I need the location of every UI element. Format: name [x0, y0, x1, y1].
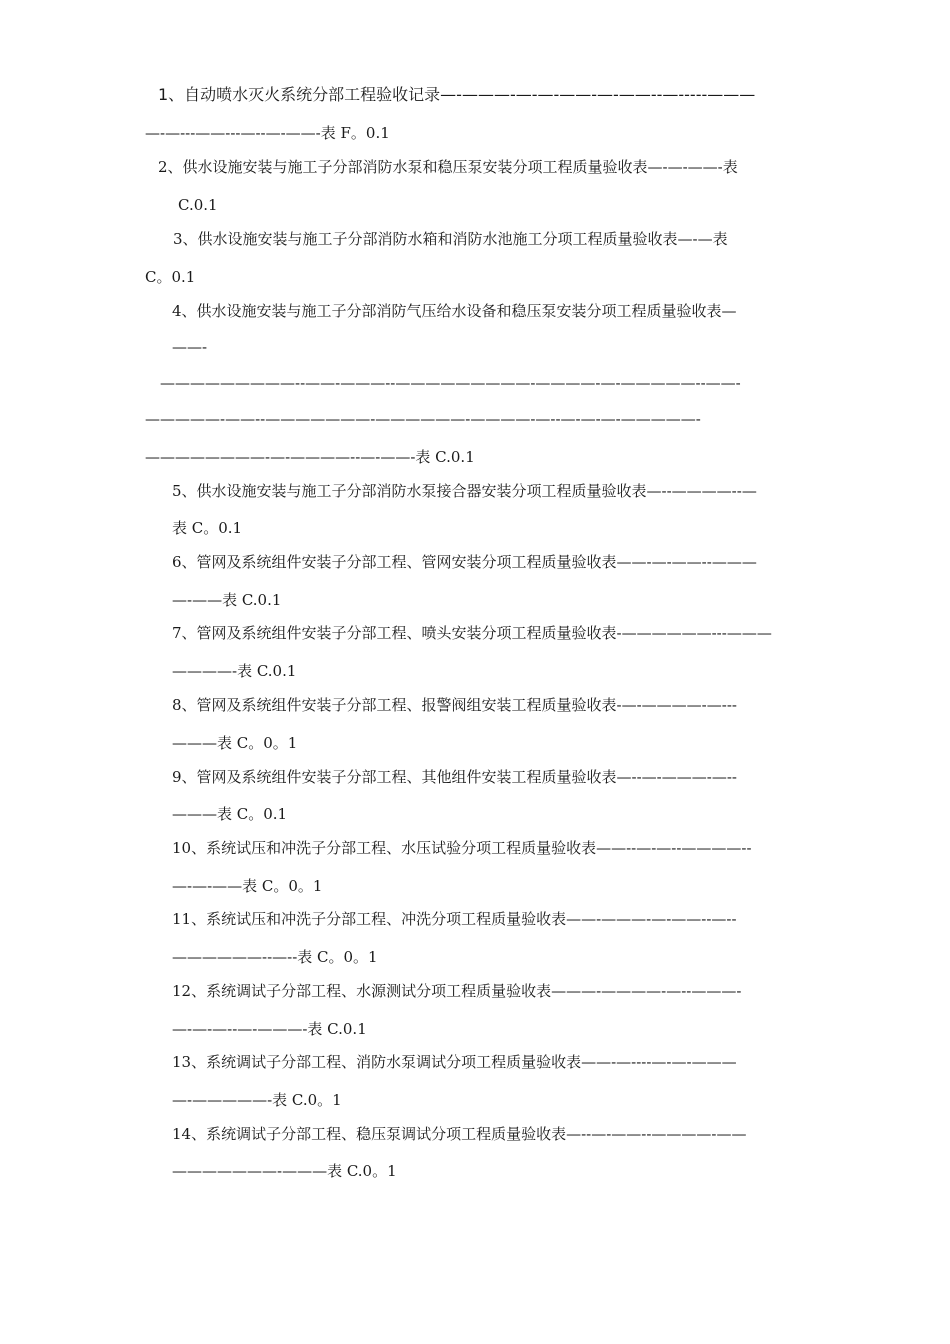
- toc-line: 7、管网及系统组件安装子分部工程、喷头安装分项工程质量验收表-——————---———: [172, 624, 772, 642]
- toc-line: —-—————-表 C.0。1: [172, 1091, 342, 1109]
- toc-line: —-—---——---—--—-——-表 F。0.1: [145, 124, 390, 142]
- toc-line: ——-: [172, 338, 208, 356]
- toc-line: 13、系统调试子分部工程、消防水泵调试分项工程质量验收表——-—----—-—-———: [172, 1053, 737, 1071]
- toc-line: 10、系统试压和冲洗子分部工程、水压试验分项工程质量验收表——--—-—--————--: [172, 839, 752, 857]
- toc-line: ———表 C。0。1: [172, 734, 298, 752]
- toc-line: C.0.1: [178, 196, 218, 214]
- toc-line: ————————-—-————--—-——-表 C.0.1: [145, 448, 475, 466]
- toc-line: 3、供水设施安装与施工子分部消防水箱和消防水池施工分项工程质量验收表—-—表: [173, 230, 728, 248]
- toc-line: 9、管网及系统组件安装子分部工程、其他组件安装工程质量验收表—--—-———-—--: [172, 768, 737, 786]
- toc-line: —-—-—--—-———-表 C.0.1: [172, 1020, 367, 1038]
- toc-line: —-——表 C.0.1: [172, 591, 282, 609]
- toc-line: 14、系统调试子分部工程、稳压泵调试分项工程质量验收表—--—-——--————-——: [172, 1125, 747, 1143]
- toc-line: —————————--——-———--—————————-————-—-—————--——-: [160, 374, 741, 392]
- toc-line: 2、供水设施安装与施工子分部消防水泵和稳压泵安装分项工程质量验收表—-—-——-表: [158, 158, 738, 176]
- toc-line: —————-——--———————-——————-————-—--—-—-—-—————-: [145, 410, 701, 428]
- toc-line: 5、供水设施安装与施工子分部消防水泵接合器安装分项工程质量验收表—--————--—: [172, 482, 757, 500]
- toc-line: ———表 C。0.1: [172, 805, 288, 823]
- toc-line: ——————--—--表 C。0。1: [172, 948, 378, 966]
- toc-line: 6、管网及系统组件安装子分部工程、管网安装分项工程质量验收表——-—-——--———: [172, 553, 757, 571]
- toc-line: ———————-———表 C.0。1: [172, 1162, 397, 1180]
- toc-line: 12、系统调试子分部工程、水源测试分项工程质量验收表———-————-—--———-: [172, 982, 742, 1000]
- toc-line: 8、管网及系统组件安装子分部工程、报警阀组安装工程质量验收表-—-————-—---: [172, 696, 737, 714]
- toc-line: 4、供水设施安装与施工子分部消防气压给水设备和稳压泵安装分项工程质量验收表—: [172, 302, 737, 320]
- toc-line: 表 C。0.1: [172, 519, 243, 537]
- toc-line: C。0.1: [145, 268, 196, 286]
- toc-line: 1、自动喷水灭火系统分部工程验收记录—-———-—-—-——-—-——--—-----———: [158, 85, 756, 104]
- toc-line: ————-表 C.0.1: [172, 662, 297, 680]
- toc-line: —-—-——表 C。0。1: [172, 877, 323, 895]
- toc-line: 11、系统试压和冲洗子分部工程、冲洗分项工程质量验收表——-———-—-——--—--: [172, 910, 737, 928]
